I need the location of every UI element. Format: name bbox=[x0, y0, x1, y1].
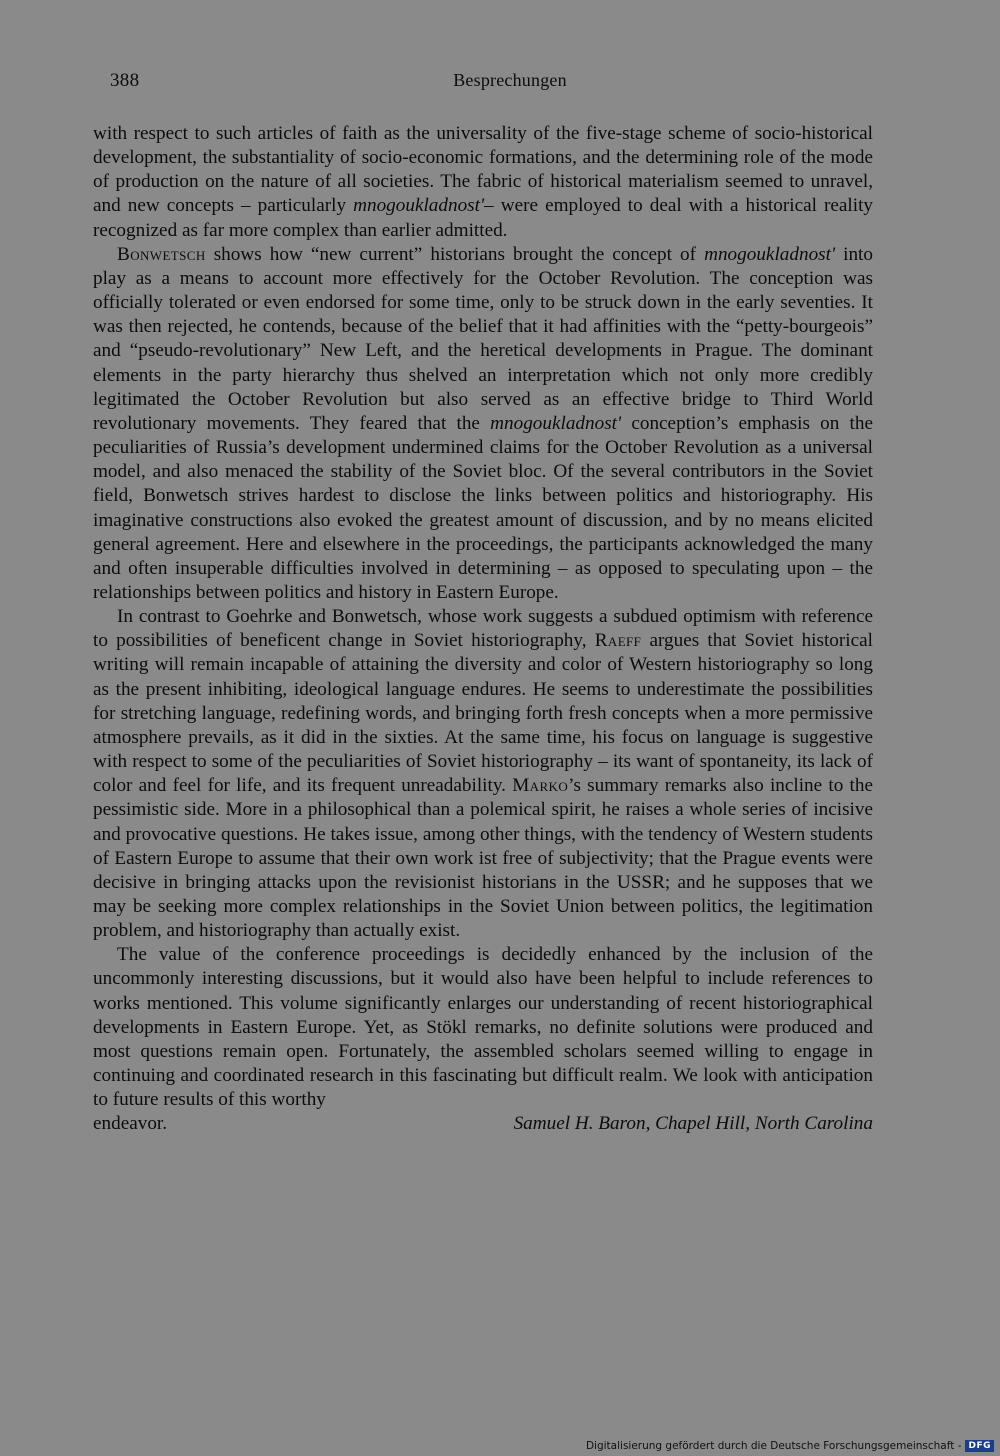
paragraph-2 bbox=[93, 243, 873, 605]
russian-term: mnogoukladnost' bbox=[490, 412, 622, 434]
text-run: shows how “new current” historians brought the concept of bbox=[205, 243, 705, 265]
text-run: ’s summary remarks also incline to the pessimistic side. More in a philosophical than a polemical spirit, he raises a whole series of incisive and provocative questions. He takes issue, among other things, with the tendency of Western students of Eastern Europe to assume that their own work ist free of subjectivity; that the Prague events were decisive in bringing attacks upon the revisionist historians in the USSR; and he supposes that we may be seeking more complex relationships in the Soviet Union between politics, the legitimation problem, and historiography than actually exist. bbox=[93, 775, 873, 942]
reviewer-signature: Samuel H. Baron, Chapel Hill, North Carolina bbox=[513, 1113, 873, 1135]
footer-text: Digitalisierung gefördert durch die Deutsche Forschungsgemeinschaft - bbox=[585, 1440, 962, 1452]
text-run: endeavor. bbox=[93, 1113, 168, 1135]
author-name: Bonwetsch bbox=[117, 243, 206, 265]
paragraph-4 bbox=[93, 943, 873, 1112]
text-run: conception’s emphasis on the peculiarities of Russia’s development undermined claims for the October Revolution as a universal model, and also menaced the stability of the Soviet bloc. Of the several contributors in the Soviet field, Bonwetsch strives hardest to disclose the links between politics and historiography. His imaginative constructions also evoked the greatest amount of discussion, and by no means elicited general agreement. Here and elsewhere in the proceedings, the participants acknowledged the many and often insuperable difficulties involved in determining – as opposed to speculating upon – the relationships between politics and history in Eastern Europe. bbox=[93, 412, 873, 603]
text-run: with respect to such articles of faith as the universality of the five-stage scheme of socio-historical development, the substantiality of socio-economic formations, and the determining role of the mode of production on the nature of all societies. The fabric of historical materialism seemed to unravel, and new concepts – particularly bbox=[93, 123, 873, 217]
text-run: into play as a means to account more effectively for the October Revolution. The conception was officially tolerated or even endorsed for some time, only to be struck down in the early seventies. It was then rejected, he contends, because of the belief that it had affinities with the “petty-bourgeois” and “pseudo-revolutionary” New Left, and the heretical developments in Prague. The dominant elements in the party hierarchy thus shelved an interpretation which not only more credibly legitimated the October Revolution but also served as an effective bridge to Third World revolutionary movements. They feared that the bbox=[93, 243, 873, 434]
article-body bbox=[93, 122, 873, 1137]
digitization-footer bbox=[586, 1440, 994, 1452]
page-number: 388 bbox=[110, 70, 140, 91]
text-run: – were employed to deal with a historical reality recognized as far more complex than earlier admitted. bbox=[93, 195, 873, 241]
paragraph-1 bbox=[93, 122, 873, 243]
signoff-line bbox=[93, 1112, 873, 1136]
author-name: Raeff bbox=[594, 630, 642, 652]
paragraph-3 bbox=[93, 605, 873, 943]
text-run: In contrast to Goehrke and Bonwetsch, whose work suggests a subdued optimism with reference to possibilities of beneficent change in Soviet historiography, bbox=[93, 606, 873, 652]
author-name: Marko bbox=[512, 775, 569, 797]
text-run: The value of the conference proceedings is decidedly enhanced by the inclusion of the uncommonly interesting discussions, but it would also have been helpful to include references to works mentioned. This volume significantly enlarges our understanding of recent historiographical developments in Eastern Europe. Yet, as Stökl remarks, no definite solutions were produced and most questions remain open. Fortunately, the assembled scholars seemed willing to engage in continuing and coordinated research in this fascinating but difficult realm. We look with anticipation to future results of this worthy bbox=[93, 944, 873, 1111]
russian-term: mnogoukladnost' bbox=[704, 243, 836, 265]
text-run: argues that Soviet historical writing will remain incapable of attaining the diversity and color of Western historiography so long as the present inhibiting, ideological language endures. He seems to underestimate the possibilities for stretching language, redefining words, and bringing forth fresh concepts when a more permissive atmosphere prevails, as it did in the sixties. At the same time, his focus on language is suggestive with respect to some of the peculiarities of Soviet historiography – its want of spontaneity, its lack of color and feel for life, and its frequent unreadability. bbox=[93, 630, 873, 797]
dfg-logo: DFG bbox=[965, 1440, 994, 1452]
running-head: Besprechungen bbox=[453, 70, 567, 90]
russian-term: mnogoukladnost' bbox=[353, 195, 485, 217]
